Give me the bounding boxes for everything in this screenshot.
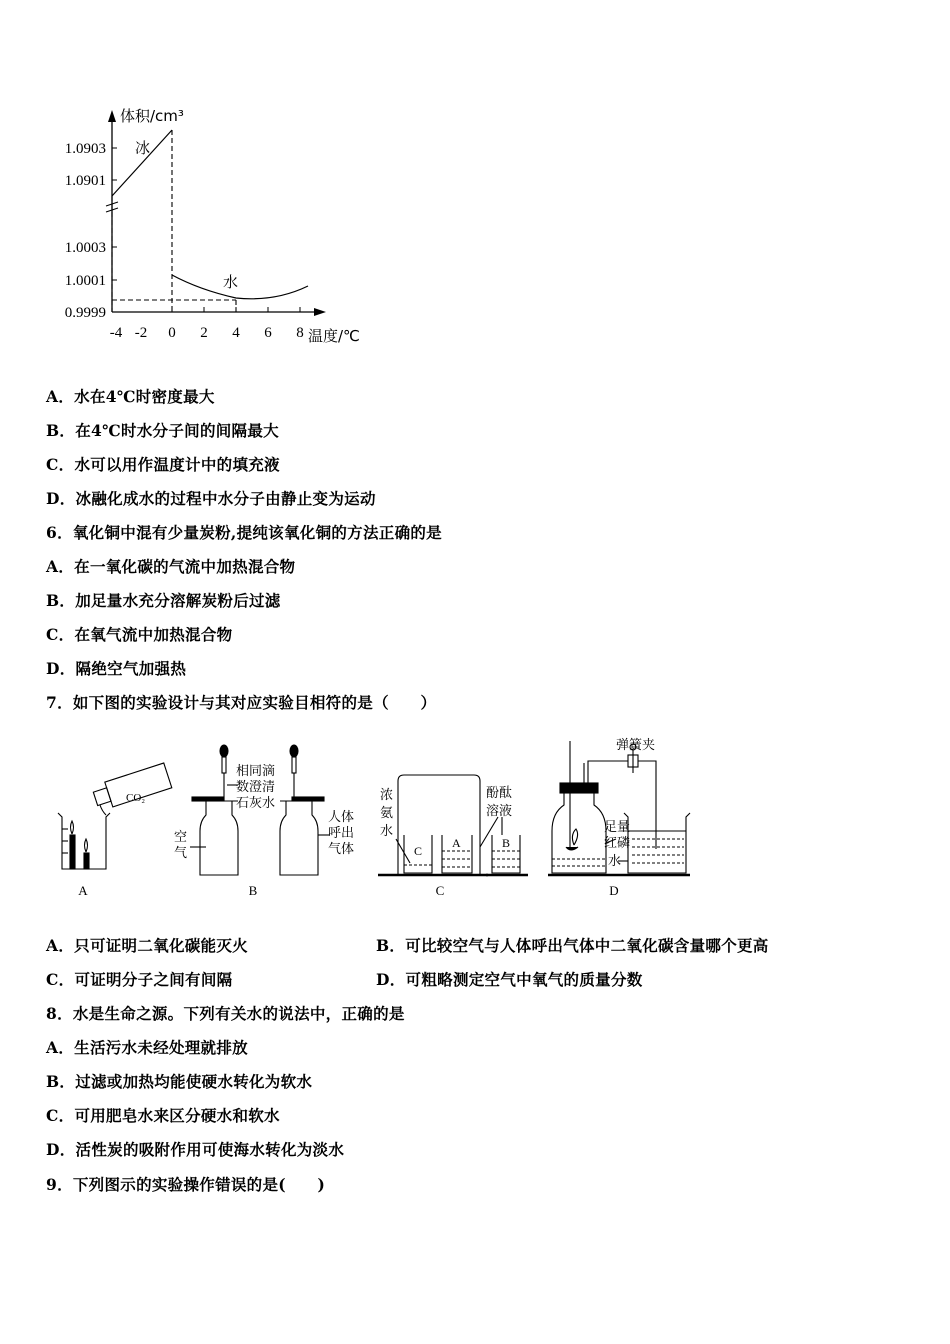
label-breath-3: 气体 [328, 841, 355, 856]
x-axis-arrow [314, 308, 326, 316]
water-label: 水 [223, 273, 239, 291]
label-co2: CO₂ [126, 792, 146, 804]
option-text: 活性炭的吸附作用可使海水转化为淡水 [75, 1140, 345, 1159]
y-axis-label: 体积/cm³ [120, 107, 184, 125]
option-text: 只可证明二氧化碳能灭火 [74, 936, 248, 955]
label-beaker-b: B [502, 836, 511, 850]
x-tick-8: 8 [296, 325, 304, 341]
label-d-water: 水 [608, 853, 622, 868]
q8-option-a [46, 1036, 248, 1058]
q8-option-c [46, 1104, 280, 1126]
q6-option-b [46, 589, 281, 611]
q5-option-c [46, 453, 280, 475]
ice-label: 冰 [135, 139, 151, 157]
q8-option-b [46, 1070, 312, 1092]
q8-stem: 8．水是生命之源。下列有关水的说法中，正确的是 [46, 1004, 405, 1023]
label-clamp: 弹簧夹 [616, 737, 656, 752]
option-letter: B． [46, 421, 76, 440]
sub-label-a: A [78, 883, 88, 898]
y-tick-labels [65, 141, 106, 321]
apparatus-a [58, 763, 172, 869]
label-dropper-3: 石灰水 [236, 795, 276, 810]
x-tick-labels [110, 325, 304, 341]
option-text: 生活污水未经处理就排放 [74, 1038, 248, 1057]
x-tick-neg2: -2 [134, 325, 148, 341]
label-phosphorus-2: 红磷 [604, 835, 631, 850]
y-tick-1-0903: 1.0903 [64, 141, 106, 157]
q5-option-b [46, 419, 279, 441]
label-phenol-1: 酚酞 [486, 785, 513, 800]
label-ammonia-2: 氨 [380, 805, 394, 820]
option-text: 可用肥皂水来区分硬水和软水 [74, 1106, 280, 1125]
option-letter: D． [46, 489, 76, 508]
option-letter: C． [46, 625, 75, 644]
volume-temperature-graph [40, 100, 390, 350]
q5-option-d [46, 487, 376, 509]
water-curve [172, 275, 308, 299]
x-tick-4: 4 [232, 325, 240, 341]
option-text: 可粗略测定空气中氧气的质量分数 [405, 970, 643, 989]
option-letter: C． [46, 455, 75, 474]
label-beaker-c: C [414, 844, 423, 858]
q7-option-b [376, 934, 769, 956]
option-letter: B． [46, 591, 76, 610]
x-tick-0: 0 [168, 325, 176, 341]
option-text: 隔绝空气加强热 [75, 659, 187, 678]
option-letter: A． [46, 387, 75, 406]
q9-stem: 9．下列图示的实验操作错误的是( ) [46, 1175, 326, 1194]
option-letter: D． [46, 659, 76, 678]
label-air-1: 空 [174, 829, 188, 844]
q7-stem: 7．如下图的实验设计与其对应实验目相符的是（ ） [46, 693, 437, 712]
label-phosphorus-1: 足量 [604, 819, 631, 834]
label-air-2: 气 [174, 845, 188, 860]
y-tick-1-0001: 1.0001 [64, 273, 106, 289]
x-tick-2: 2 [200, 325, 208, 341]
y-axis-arrow [108, 110, 116, 122]
option-text: 在4℃时水分子间的间隔最大 [75, 421, 279, 440]
option-text: 可比较空气与人体呼出气体中二氧化碳含量哪个更高 [405, 936, 769, 955]
label-ammonia-1: 浓 [380, 787, 394, 802]
q5-option-a [46, 385, 215, 407]
sub-label-b: B [248, 883, 258, 898]
label-dropper-2: 数澄清 [236, 779, 276, 794]
option-text: 水在4℃时密度最大 [74, 387, 215, 406]
y-tick-1-0901: 1.0901 [64, 173, 106, 189]
label-breath-1: 人体 [328, 809, 355, 824]
q6-stem: 6．氧化铜中混有少量炭粉,提纯该氧化铜的方法正确的是 [46, 523, 442, 542]
dashed-guides [112, 130, 239, 312]
x-axis-label: 温度/℃ [308, 327, 360, 345]
y-tick-1-0003: 1.0003 [64, 240, 106, 256]
label-dropper-1: 相同滴 [236, 763, 276, 778]
option-text: 加足量水充分溶解炭粉后过滤 [75, 591, 281, 610]
q6-option-a [46, 555, 295, 577]
option-letter: C． [46, 1106, 75, 1125]
label-phenol-2: 溶液 [486, 803, 513, 818]
sub-label-d: D [609, 883, 619, 898]
label-ammonia-3: 水 [380, 823, 394, 838]
option-letter: A． [46, 936, 75, 955]
option-letter: D． [376, 970, 406, 989]
option-letter: C． [46, 970, 75, 989]
option-text: 可证明分子之间有间隔 [74, 970, 233, 989]
option-text: 在氧气流中加热混合物 [74, 625, 233, 644]
option-text: 水可以用作温度计中的填充液 [74, 455, 280, 474]
label-breath-2: 呼出 [328, 825, 355, 840]
y-tick-0-9999: 0.9999 [64, 305, 106, 321]
q7-option-c [46, 968, 232, 990]
label-beaker-a: A [452, 836, 461, 850]
sub-label-c: C [435, 883, 445, 898]
q8-option-d [46, 1138, 344, 1160]
q7-option-a [46, 934, 248, 956]
q7-option-d [376, 968, 643, 990]
option-text: 在一氧化碳的气流中加热混合物 [74, 557, 296, 576]
option-letter: A． [46, 557, 75, 576]
q7-experiment-figure [40, 735, 710, 905]
option-text: 冰融化成水的过程中水分子由静止变为运动 [75, 489, 376, 508]
option-letter: D． [46, 1140, 76, 1159]
x-tick-6: 6 [264, 325, 272, 341]
q6-option-c [46, 623, 232, 645]
x-tick-neg4: -4 [109, 325, 123, 341]
option-text: 过滤或加热均能使硬水转化为软水 [75, 1072, 313, 1091]
q6-option-d [46, 657, 186, 679]
option-letter: B． [376, 936, 406, 955]
option-letter: B． [46, 1072, 76, 1091]
option-letter: A． [46, 1038, 75, 1057]
